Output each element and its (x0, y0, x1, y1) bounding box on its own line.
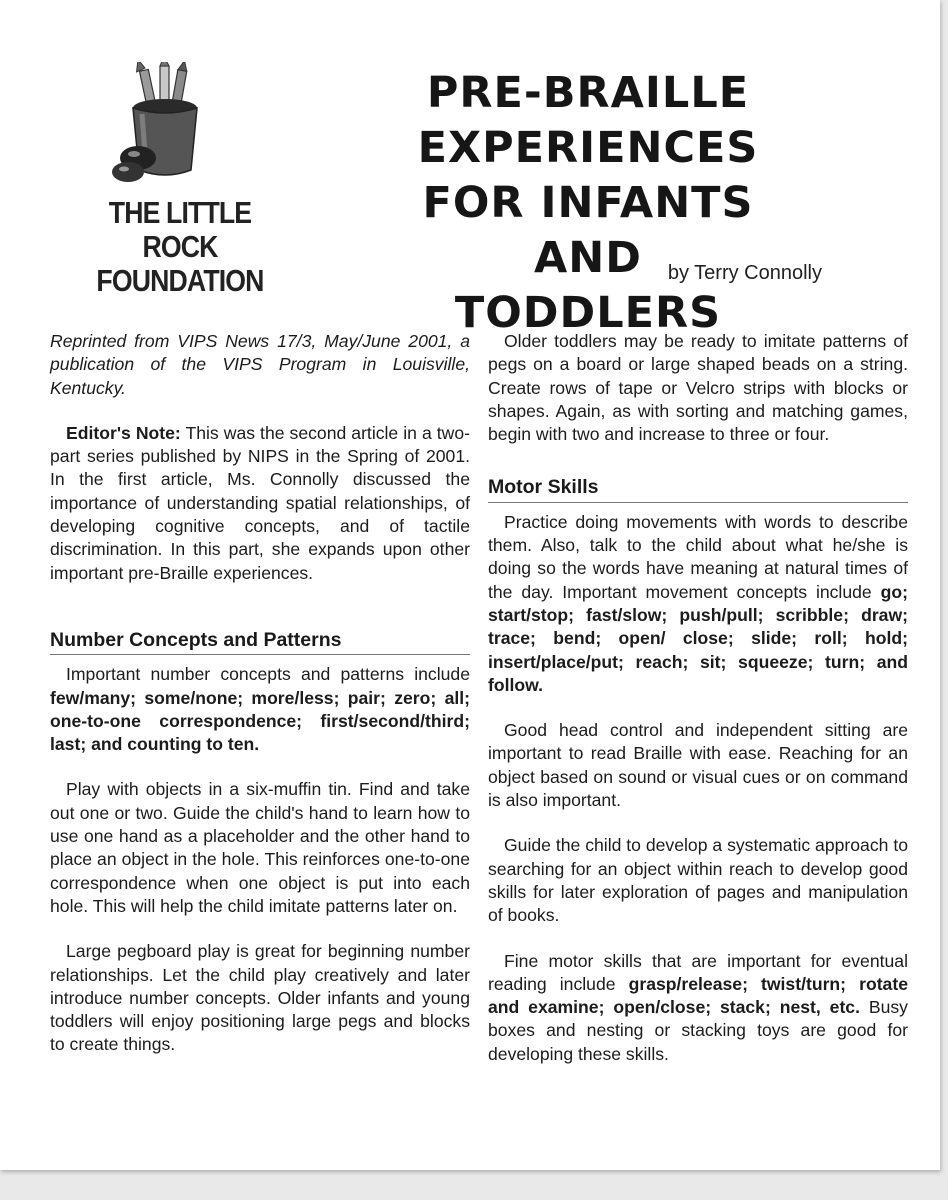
crayon-cup-icon (108, 62, 218, 192)
fine-motor-list: grasp/release; twist/turn; rotate and examine; open/close; stack; nest, etc. (488, 973, 908, 1018)
editors-note (50, 422, 470, 585)
title-line-1: PRE-BRAILLE (426, 68, 750, 118)
movement-paragraph (488, 511, 908, 697)
muffin-tin-paragraph: Play with objects in a six-muffin tin. Find and take out one or two. Guide the child's hand to learn how to use one hand as a placeholder and the other hand to place an object in the hole. This reinforces one-to-one correspondence when one object is put into each hole. This will help the child imitate patterns later on. (50, 779, 470, 916)
reprint-note: Reprinted from VIPS News 17/3, May/June 2001, a publication of the VIPS Program in Louisville, Kentucky. (50, 331, 470, 398)
byline: by Terry Connolly (667, 262, 822, 284)
title-line-3: FOR INFANTS AND (422, 178, 754, 283)
logo-line-2: FOUNDATION (96, 263, 264, 298)
title-line-4: TODDLERS (454, 288, 722, 338)
head-control-paragraph: Good head control and independent sitting are important to read Braille with ease. Reaching for an object based on sound or visual cues or on command is also important. (488, 720, 908, 811)
pegboard-paragraph: Large pegboard play is great for beginning number relationships. Let the child play creatively and later introduce number concepts. Older infants and young toddlers will enjoy positioning large pegs and blocks to create things. (50, 941, 470, 1055)
title-line-2: EXPERIENCES (417, 123, 759, 173)
left-column (50, 330, 470, 1057)
fine-motor-tail: Busy boxes and nesting or stacking toys are good for developing these skills. (488, 997, 908, 1064)
older-toddlers-paragraph: Older toddlers may be ready to imitate patterns of pegs on a board or large shaped beads on a string. Create rows of tape or Velcro strips with blocks or shapes. Again, as with sorting and matching games, begin with two and increase to three or four. (488, 331, 908, 445)
editors-note-label: Editor's Note: (66, 422, 181, 443)
logo-line-1: THE LITTLE ROCK (108, 195, 252, 264)
fine-motor-paragraph (488, 950, 908, 1066)
number-concepts-paragraph (50, 663, 470, 756)
editors-note-text: This was the second article in a two-part series published by NIPS in the Spring of 2001. In the first article, Ms. Connolly discussed the importance of understanding spatial relationships, of developing cognitive concepts, and of tactile discrimination. In this part, she expands upon other important pre-Braille experiences. (50, 422, 470, 583)
movement-lead: Practice doing movements with words to describe them. Also, talk to the child about what he/she is doing so the words have meaning at natural times of the day. Important movement concepts include (488, 511, 908, 602)
fine-motor-lead: Fine motor skills that are important for eventual reading include (488, 950, 908, 994)
right-column (488, 330, 908, 1066)
number-concepts-list: few/many; some/none; more/less; pair; zero; all; one-to-one correspondence; first/second/third; last; and counting to ten. (50, 687, 470, 755)
article-title (362, 66, 814, 341)
heading-number-concepts: Number Concepts and Patterns (50, 629, 470, 655)
logo-text (68, 196, 292, 298)
systematic-approach-paragraph: Guide the child to develop a systematic approach to searching for an object within reach to develop good skills for later exploration of pages and manipulation of books. (488, 835, 908, 926)
movement-concepts-list: go; start/stop; fast/slow; push/pull; scribble; draw; trace; bend; open/ close; slide; roll; hold; insert/place/put; reach; sit; squeeze; turn; and follow. (488, 581, 908, 695)
foundation-logo (50, 62, 310, 298)
number-concepts-lead: Important number concepts and patterns include (66, 664, 470, 685)
heading-motor-skills: Motor Skills (488, 476, 908, 502)
